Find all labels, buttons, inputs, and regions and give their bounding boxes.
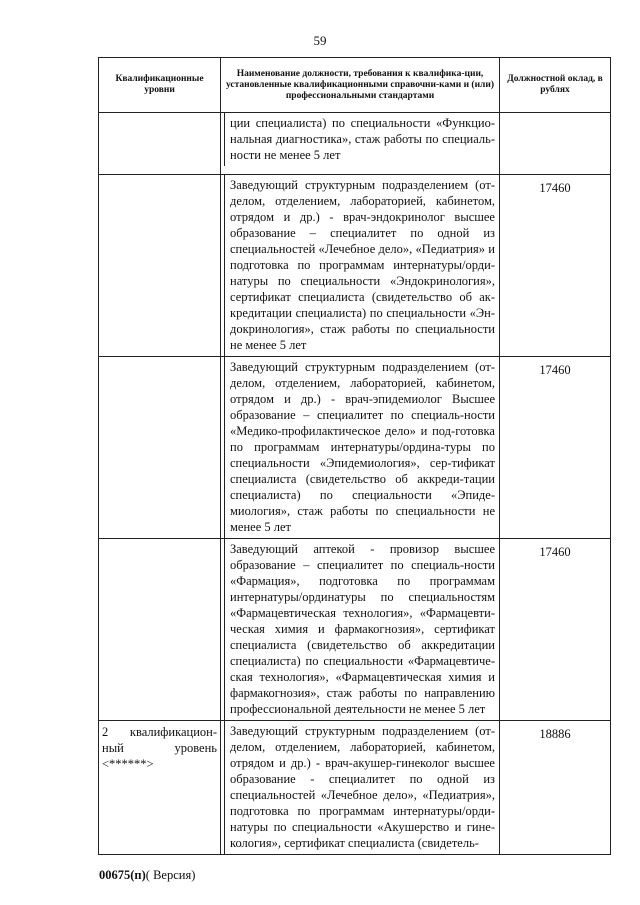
header-levels: Квалификационные уровни <box>99 58 221 113</box>
description-cell <box>221 721 500 855</box>
header-position-requirements: Наименование должности, требования к квалифика-ции, установленные квалификационными справочни-ками и (или) профессиональными стандартами <box>221 58 500 113</box>
salary-cell: 17460 <box>500 539 611 721</box>
description-cell <box>221 357 500 539</box>
position-description: Заведующий структурным подразделением (от-делом, отделением, лабораторией, кабинетом, отрядом и др.) - врач-эндокринолог высшее образование – специалитет по одной из специальностей «Лечебное дело», «Педиатрия» и подготовка по программам интернатуры/орди-натуры по специальности «Эндокринология», сертификат специалиста (свидетельство об ак-кредитации специалиста) по специальности «Эн-докринология», стаж работы по специальности не менее 5 лет <box>224 175 499 356</box>
description-cell <box>221 175 500 357</box>
document-version-label: ( Версия) <box>145 868 196 882</box>
table-row <box>99 539 611 721</box>
position-description: Заведующий аптекой - провизор высшее образование – специалитет по специаль-ности «Фармация», подготовка по программам интернатуры/ординатуры по специальностям «Фармацевтическая технология», «Фармацевти-ческая химия и фармакогнозия», сертификат специалиста (свидетельство об аккредитации специалиста) по специальности «Фармацевтиче-ская технология», «Фармацевтическая химия и фармакогнозия», стаж работы по направлению профессиональной деятельности не менее 5 лет <box>224 539 499 720</box>
position-description: Заведующий структурным подразделением (от-делом, отделением, лабораторией, кабинетом, отрядом и др.) - врач-акушер-гинеколог высшее образование - специалитет по одной из специальностей «Лечебное дело», «Педиатрия», подготовка по программам интернатуры/орди-натуры по специальности «Акушерство и гине-кология», сертификат специалиста (свидетель- <box>224 721 499 854</box>
level-cell <box>99 357 221 539</box>
qualification-level: 2 квалификацион-ный уровень <box>102 725 217 755</box>
position-description: Заведующий структурным подразделением (от-делом, отделением, лабораторией, кабинетом, отрядом и др.) - врач-эпидемиолог Высшее образование – специалитет по специаль-ности «Медико-профилактическое дело» и под-готовка по программам интернатуры/ордина-туры по специальности «Эпидемиология», сер-тификат специалиста (свидетельство об аккреди-тации специалиста) по специальности «Эпиде-миология», стаж работы по специальности не менее 5 лет <box>224 357 499 538</box>
document-footer <box>99 868 195 883</box>
table-row <box>99 357 611 539</box>
qualification-level-mark: <******> <box>102 757 154 771</box>
level-cell <box>99 539 221 721</box>
qualification-table <box>98 57 611 855</box>
level-cell <box>99 113 221 175</box>
header-salary: Должностной оклад, в рублях <box>500 58 611 113</box>
description-cell <box>221 539 500 721</box>
document-code: 00675(п) <box>99 868 146 882</box>
level-cell <box>99 175 221 357</box>
level-cell <box>99 721 221 855</box>
salary-cell: 17460 <box>500 175 611 357</box>
page-number: 59 <box>313 33 327 48</box>
table-row <box>99 113 611 175</box>
table-row <box>99 175 611 357</box>
table-row <box>99 721 611 855</box>
position-description: ции специалиста) по специальности «Функцио-нальная диагностика», стаж работы по специаль-ности не менее 5 лет <box>224 113 499 166</box>
table-header-row <box>99 58 611 113</box>
salary-cell: 17460 <box>500 357 611 539</box>
description-cell <box>221 113 500 175</box>
salary-cell <box>500 113 611 175</box>
salary-cell: 18886 <box>500 721 611 855</box>
